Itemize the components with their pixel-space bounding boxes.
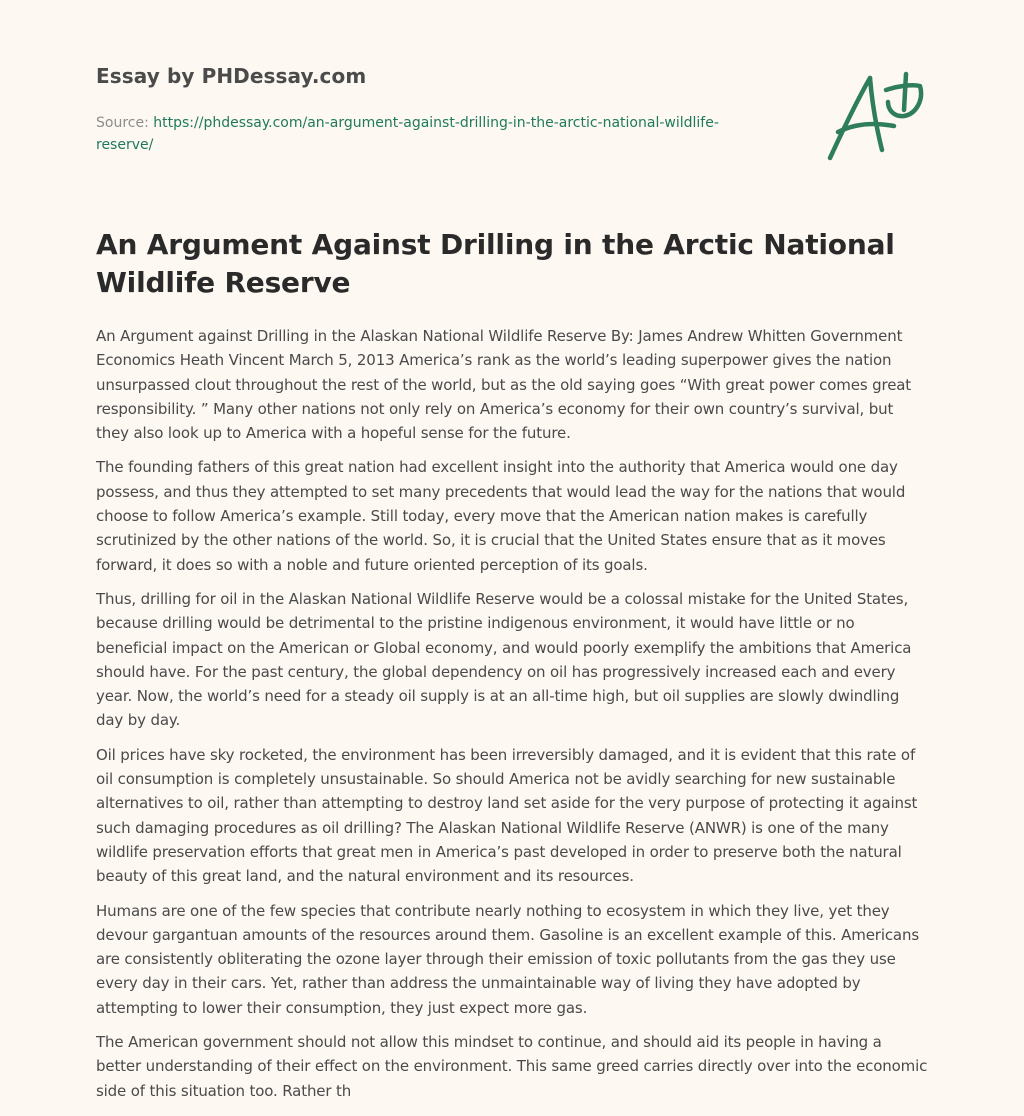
source-label: Source:: [96, 115, 154, 131]
essay-paragraph: The American government should not allow this mindset to continue, and should aid its people in having a better understanding of their effect on the environment. This same greed carries directly over into the economic side of this situation too. Rather th: [96, 1033, 928, 1100]
a-plus-logo-icon: [824, 66, 928, 162]
a-plus-logo: [824, 66, 928, 162]
source-link[interactable]: https://phdessay.com/an-argument-against-drilling-in-the-arctic-national-wildlife-reserve/: [96, 115, 719, 153]
essay-paragraph: The founding fathers of this great nation had excellent insight into the authority that America would one day possess, and thus they attempted to set many precedents that would lead the way for the nations that would choose to follow America’s example. Still today, every move that the American nation makes is carefully scrutinized by the other nations of the world. So, it is crucial that the United States ensure that as it moves forward, it does so with a noble and future oriented perception of its goals.: [96, 458, 906, 574]
essay-body: [96, 324, 928, 1113]
essay-paragraph: Thus, drilling for oil in the Alaskan National Wildlife Reserve would be a colossal mistake for the United States, because drilling would be detrimental to the pristine indigenous environment, it would have little or no beneficial impact on the American or Global economy, and would poorly exemplify the ambitions that America should have. For the past century, the global dependency on oil has progressively increased each and every year. Now, the world’s need for a steady oil supply is at an all-time high, but oil supplies are slowly dwindling day by day.: [96, 589, 912, 730]
source-line: [96, 112, 736, 156]
essay-title: An Argument Against Drilling in the Arctic National Wildlife Reserve: [96, 228, 895, 299]
essay-paragraph: An Argument against Drilling in the Alaskan National Wildlife Reserve By: James Andrew Whitten Government Economics Heath Vincent March 5, 2013 America’s rank as the world’s leading superpower gives the nation unsurpassed clout throughout the rest of the world, but as the old saying goes “With great power comes great responsibility. ” Many other nations not only rely on America’s economy for their own country’s survival, but they also look up to America with a hopeful sense for the future.: [96, 327, 912, 443]
essay-paragraph: Oil prices have sky rocketed, the environment has been irreversibly damaged, and it is evident that this rate of oil consumption is completely unsustainable. So should America not be avidly searching for new sustainable alternatives to oil, rather than attempting to destroy land set aside for the very purpose of protecting it against such damaging procedures as oil drilling? The Alaskan National Wildlife Reserve (ANWR) is one of the many wildlife preservation efforts that great men in America’s past developed in order to preserve both the natural beauty of this great land, and the natural environment and its resources.: [96, 745, 918, 886]
essay-paragraph: Humans are one of the few species that contribute nearly nothing to ecosystem in which they live, yet they devour gargantuan amounts of the resources around them. Gasoline is an excellent example of this. Americans are consistently obliterating the ozone layer through their emission of toxic pollutants from the gas they use every day in their cars. Yet, rather than address the unmaintainable way of living they have adopted by attempting to lower their consumption, they just expect more gas.: [96, 901, 919, 1017]
site-title: Essay by PHDessay.com: [96, 64, 367, 88]
